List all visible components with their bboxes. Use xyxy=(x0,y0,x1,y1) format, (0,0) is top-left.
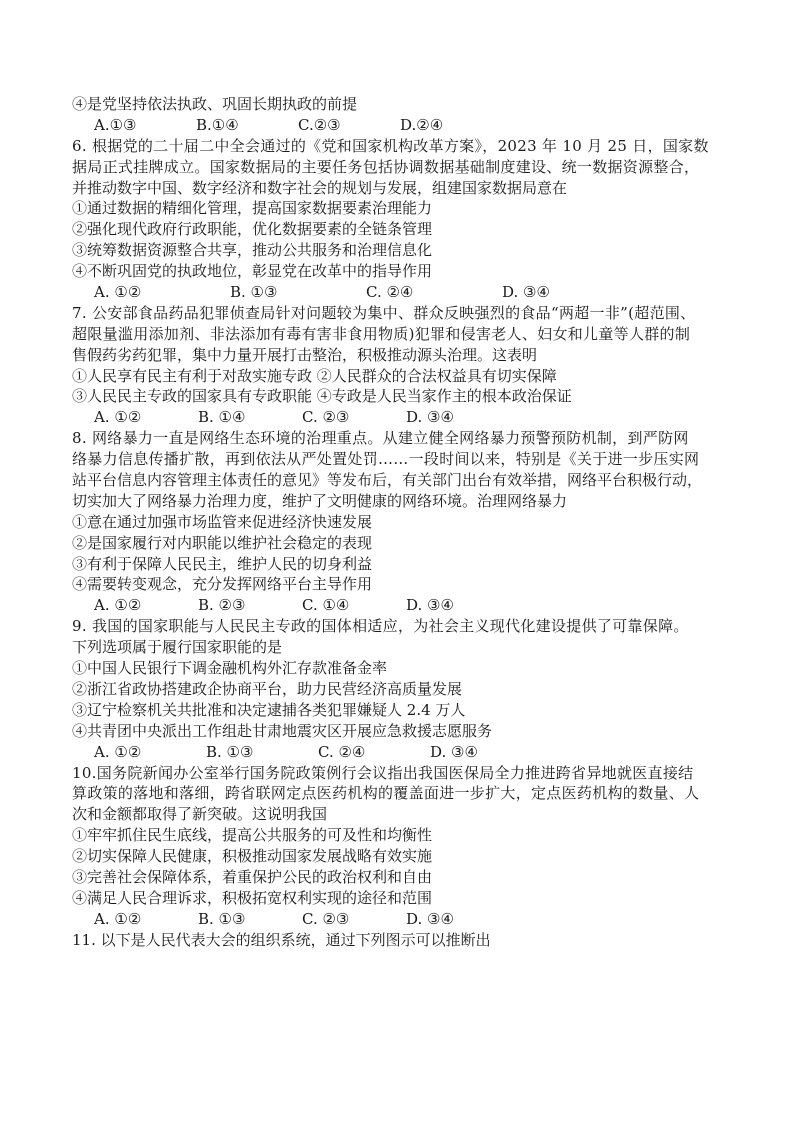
question-stem-line: 6. 根据党的二十届二中全会通过的《党和国家机构改革方案》，2023 年 10 月 25 日，国家数 xyxy=(72,136,709,155)
answer-options xyxy=(72,115,728,136)
option-a: A. ①② xyxy=(94,408,142,427)
statement-4: ④共青团中央派出工作组赴甘肃地震灾区开展应急救援志愿服务 xyxy=(72,721,493,740)
question-11 xyxy=(72,930,728,951)
option-b: B. ①④ xyxy=(198,408,246,427)
question-stem-line: 络暴力信息传播扩散，再到依法从严处置处罚……一段时间以来，特别是《关于进一步压实网 xyxy=(72,450,700,469)
statement-3: ③辽宁检察机关共批准和决定逮捕各类犯罪嫌疑人 2.4 万人 xyxy=(72,700,466,719)
option-a: A. ①② xyxy=(94,596,142,615)
question-stem-line: 站平台信息内容管理主体责任的意见》等发布后，有关部门出台有效举措，网络平台积极行动， xyxy=(72,471,703,490)
question-5-tail xyxy=(72,94,728,136)
option-d: D. ③④ xyxy=(406,909,454,928)
statement-4: ④满足人民合理诉求，积极拓宽权利实现的途径和范围 xyxy=(72,888,433,907)
statement-1: ①意在通过加强市场监管来促进经济快速发展 xyxy=(72,512,373,531)
option-a: A. ①② xyxy=(94,742,142,761)
answer-options xyxy=(72,407,728,428)
question-stem-line: 售假药劣药犯罪，集中力量开展打击整治，积极推动源头治理。这表明 xyxy=(72,345,538,364)
statement-3: ③完善社会保障体系，着重保护公民的政治权利和自由 xyxy=(72,867,433,886)
question-9 xyxy=(72,616,728,762)
option-b: B. ②③ xyxy=(198,596,246,615)
statement-4: ④需要转变观念，充分发挥网络平台主导作用 xyxy=(72,575,373,594)
option-d: D. ③④ xyxy=(406,596,454,615)
statement-1: ①牢牢抓住民生底线，提高公共服务的可及性和均衡性 xyxy=(72,826,433,845)
statement-2: ②是国家履行对内职能以维护社会稳定的表现 xyxy=(72,533,373,552)
answer-options xyxy=(72,282,728,303)
question-stem-line: 11. 以下是人民代表大会的组织系统，通过下列图示可以推断出 xyxy=(72,930,491,949)
question-8 xyxy=(72,428,728,616)
question-stem-line: 切实加大了网络暴力治理力度，维护了文明健康的网络环境。治理网络暴力 xyxy=(72,491,568,510)
statement-1: ①中国人民银行下调金融机构外汇存款准备金率 xyxy=(72,659,388,678)
option-c: C. ①④ xyxy=(302,596,350,615)
statement-3: ③有利于保障人民民主，维护人民的切身利益 xyxy=(72,554,373,573)
question-7 xyxy=(72,303,728,428)
option-c: C.②③ xyxy=(298,115,341,134)
statement-1-2: ①人民享有民主有利于对敌实施专政 ②人民群众的合法权益具有切实保障 xyxy=(72,366,557,385)
question-6 xyxy=(72,136,728,303)
option-b: B. ①③ xyxy=(206,742,254,761)
option-c: C. ②④ xyxy=(366,283,414,302)
question-stem-line: 并推动数字中国、数字经济和数字社会的规划与发展，组建国家数据局意在 xyxy=(72,178,568,197)
question-stem-line: 超限量滥用添加剂、非法添加有毒有害非食用物质)犯罪和侵害老人、妇女和儿童等人群的制 xyxy=(72,324,691,343)
question-10 xyxy=(72,763,728,930)
option-a: A. ①② xyxy=(94,909,142,928)
option-d: D. ③④ xyxy=(406,408,454,427)
question-stem-line: 7. 公安部食品药品犯罪侦查局针对问题较为集中、群众反映强烈的食品“两超一非”(超范围、 xyxy=(72,303,696,322)
question-stem-line: 下列选项属于履行国家职能的是 xyxy=(72,638,283,657)
option-a: A. ①② xyxy=(94,283,142,302)
statement-3: ③统筹数据资源整合共享，推动公共服务和治理信息化 xyxy=(72,241,433,260)
question-stem-line: 据局正式挂牌成立。国家数据局的主要任务包括协调数据基础制度建设、统一数据资源整合， xyxy=(72,157,700,176)
statement-2: ②浙江省政协搭建政企协商平台，助力民营经济高质量发展 xyxy=(72,679,463,698)
option-b: B. ①③ xyxy=(230,283,278,302)
option-d: D. ③④ xyxy=(502,283,550,302)
statement-3-4: ③人民民主专政的国家具有专政职能 ④专政是人民当家作主的根本政治保证 xyxy=(72,387,572,406)
question-stem-line: 9. 我国的国家职能与人民民主专政的国体相适应，为社会主义现代化建设提供了可靠保障。 xyxy=(72,617,689,636)
option-c: C. ②③ xyxy=(302,408,350,427)
answer-options xyxy=(72,595,728,616)
question-stem-line: 10.国务院新闻办公室举行国务院政策例行会议指出我国医保局全力推进跨省异地就医直接结 xyxy=(72,763,694,782)
option-c: C. ②④ xyxy=(318,742,366,761)
answer-options xyxy=(72,909,728,930)
question-stem-line: 次和金额都取得了新突破。这说明我国 xyxy=(72,805,328,824)
statement-2: ②切实保障人民健康，积极推动国家发展战略有效实施 xyxy=(72,847,433,866)
question-stem-line: 8. 网络暴力一直是网络生态环境的治理重点。从建立健全网络暴力预警预防机制，到严防网 xyxy=(72,429,689,448)
statement-4: ④是党坚持依法执政、巩固长期执政的前提 xyxy=(72,95,358,113)
statement-2: ②强化现代政府行政职能，优化数据要素的全链条管理 xyxy=(72,220,433,239)
question-stem-line: 算政策的落地和落细，跨省联网定点医药机构的覆盖面进一步扩大，定点医药机构的数量、人 xyxy=(72,784,700,803)
answer-options xyxy=(72,742,728,763)
option-a: A.①③ xyxy=(94,115,137,134)
statement-1: ①通过数据的精细化管理，提高国家数据要素治理能力 xyxy=(72,199,433,218)
option-d: D. ③④ xyxy=(430,742,478,761)
option-d: D.②④ xyxy=(400,115,444,134)
statement-4: ④不断巩固党的执政地位，彰显党在改革中的指导作用 xyxy=(72,262,433,281)
option-b: B. ①③ xyxy=(198,909,246,928)
option-b: B.①④ xyxy=(196,115,239,134)
option-c: C. ②③ xyxy=(302,909,350,928)
